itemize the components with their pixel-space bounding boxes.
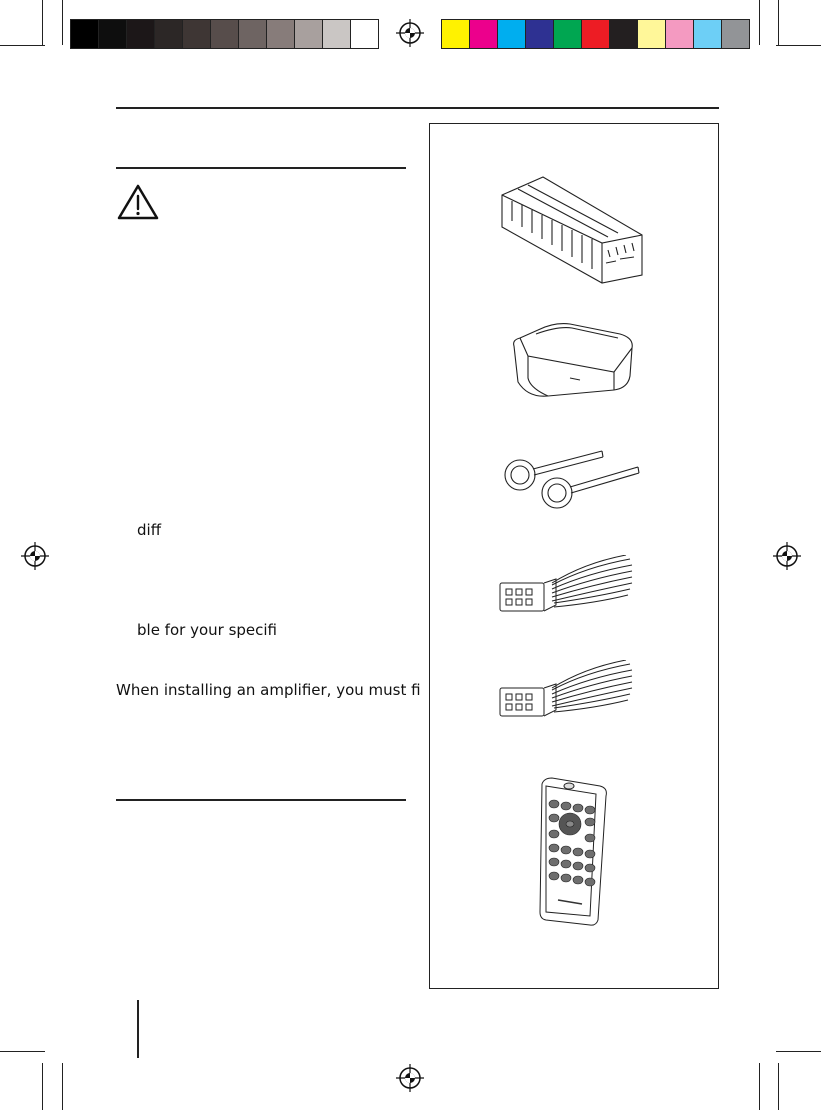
grayscale-swatch-2: [99, 20, 127, 48]
crop-mark: [0, 45, 45, 46]
registration-mark-bottom: [396, 1064, 424, 1092]
section-rule-1: [116, 167, 406, 169]
crop-mark: [759, 1063, 760, 1110]
color-swatch-8: [638, 20, 666, 48]
carrying-case-illustration: [510, 316, 636, 400]
color-swatch-7: [610, 20, 638, 48]
crop-mark: [776, 1051, 821, 1052]
color-swatch-5: [554, 20, 582, 48]
crop-mark: [0, 1051, 45, 1052]
grayscale-swatch-9: [295, 20, 323, 48]
grayscale-swatch-10: [323, 20, 351, 48]
color-swatch-2: [470, 20, 498, 48]
iso-cable-1-illustration: [496, 555, 636, 625]
grayscale-swatch-11: [351, 20, 378, 48]
release-keys-illustration: [500, 445, 645, 513]
grayscale-swatch-1: [71, 20, 99, 48]
registration-mark-left: [21, 542, 49, 570]
crop-mark: [62, 1063, 63, 1110]
header-rule: [116, 107, 719, 109]
crop-mark: [778, 0, 779, 45]
color-swatch-3: [498, 20, 526, 48]
crop-mark: [776, 45, 821, 46]
grayscale-swatch-4: [155, 20, 183, 48]
crop-mark: [759, 0, 760, 45]
grayscale-swatch-7: [239, 20, 267, 48]
color-swatch-4: [526, 20, 554, 48]
color-swatch-6: [582, 20, 610, 48]
grayscale-swatch-8: [267, 20, 295, 48]
crop-mark: [42, 0, 43, 45]
color-swatch-10: [694, 20, 722, 48]
registration-mark-right: [773, 542, 801, 570]
warning-triangle-icon: [116, 183, 160, 221]
iso-cable-2-illustration: [496, 660, 636, 730]
crop-mark: [62, 0, 63, 45]
crop-mark: [42, 1063, 43, 1110]
text-fragment-1: diff: [137, 521, 162, 539]
grayscale-swatch-3: [127, 20, 155, 48]
remote-control-illustration: [536, 776, 612, 928]
registration-mark-top: [396, 19, 424, 47]
color-bar: [441, 19, 750, 49]
section-rule-2: [116, 799, 406, 801]
color-swatch-11: [722, 20, 749, 48]
grayscale-swatch-6: [211, 20, 239, 48]
mounting-cage-illustration: [498, 175, 646, 285]
grayscale-bar: [70, 19, 379, 49]
crop-mark: [778, 1063, 779, 1110]
grayscale-swatch-5: [183, 20, 211, 48]
page-margin-rule: [137, 1000, 139, 1058]
text-fragment-2: ble for your specifi: [137, 621, 278, 639]
text-fragment-3: When installing an amplifier, you must fi: [116, 681, 421, 699]
color-swatch-9: [666, 20, 694, 48]
color-swatch-1: [442, 20, 470, 48]
